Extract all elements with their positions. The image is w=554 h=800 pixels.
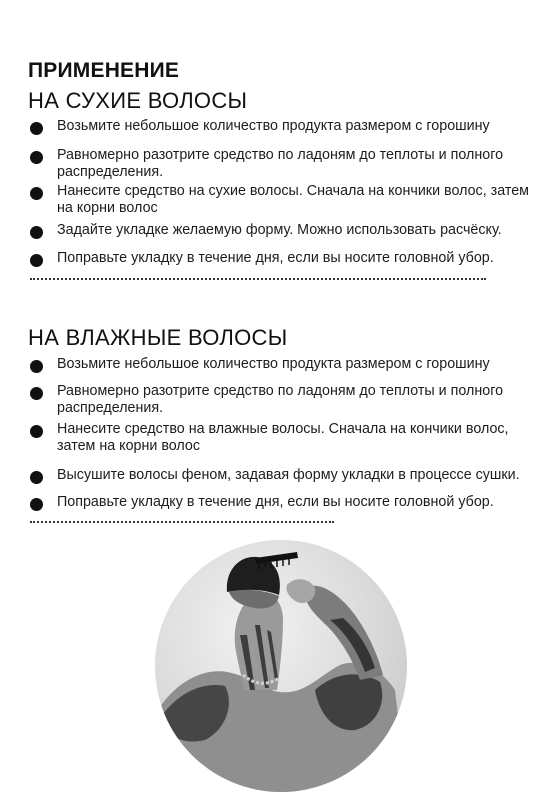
step-text: Нанесите средство на влажные волосы. Сначала на кончики волос, затем на корни волос <box>57 421 509 454</box>
bullet-icon <box>30 471 43 484</box>
step-text: Поправьте укладку в течение дня, если вы носите головной убор. <box>57 494 494 510</box>
wet-hair-heading: НА ВЛАЖНЫЕ ВОЛОСЫ <box>28 325 288 350</box>
bullet-icon <box>30 187 43 200</box>
bullet-icon <box>30 387 43 400</box>
bullet-icon <box>30 360 43 373</box>
dotted-divider <box>30 521 334 523</box>
step-text: Нанесите средство на сухие волосы. Сначала на кончики волос, затем на корни волос <box>57 183 529 216</box>
step-text: Равномерно разотрите средство по ладоням до теплоты и полного распределения. <box>57 383 504 416</box>
bullet-icon <box>30 425 43 438</box>
tattooed-man-with-comb-icon <box>155 540 407 792</box>
bullet-icon <box>30 151 43 164</box>
step-text: Равномерно разотрите средство по ладоням до теплоты и полного распределения. <box>57 147 504 180</box>
bullet-icon <box>30 498 43 511</box>
step-text: Возьмите небольшое количество продукта размером с горошину <box>57 356 490 372</box>
dry-hair-heading: НА СУХИЕ ВОЛОСЫ <box>28 88 248 113</box>
dotted-divider <box>30 278 486 280</box>
step-text: Задайте укладке желаемую форму. Можно использовать расчёску. <box>57 222 502 238</box>
step-text: Возьмите небольшое количество продукта размером с горошину <box>57 118 490 134</box>
page-title: ПРИМЕНЕНИЕ <box>28 59 180 82</box>
bullet-icon <box>30 226 43 239</box>
bullet-icon <box>30 254 43 267</box>
step-text: Поправьте укладку в течение дня, если вы носите головной убор. <box>57 250 494 266</box>
model-photo <box>155 540 407 792</box>
step-text: Высушите волосы феном, задавая форму укладки в процессе сушки. <box>57 467 520 483</box>
bullet-icon <box>30 122 43 135</box>
